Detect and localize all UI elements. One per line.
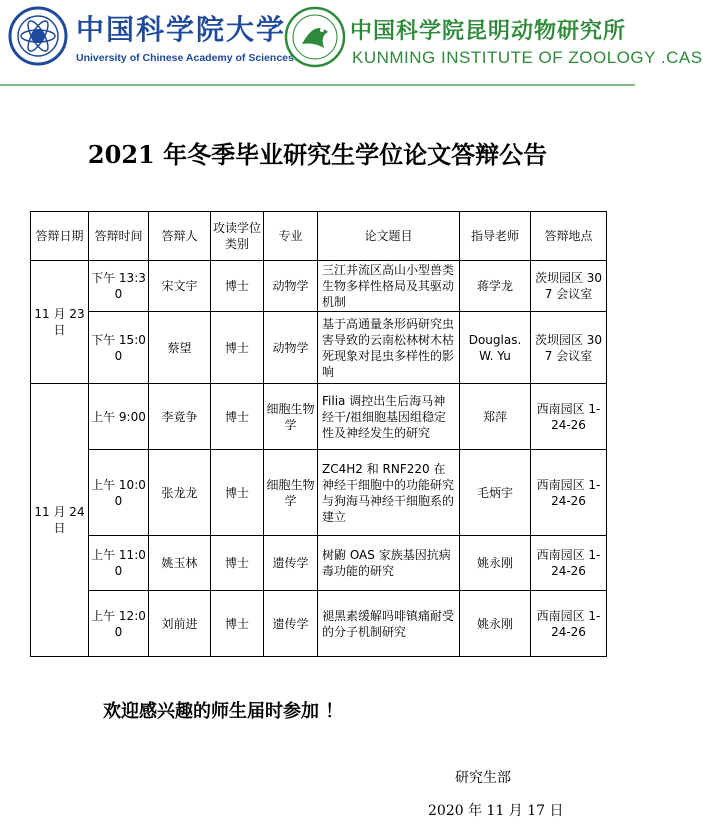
advisor-cell: Douglas.W. Yu <box>460 312 531 384</box>
degree-cell: 博士 <box>211 312 264 384</box>
person-cell: 张龙龙 <box>149 450 211 536</box>
thesis-cell: 三江并流区高山小型兽类生物多样性格局及其驱动机制 <box>318 261 460 312</box>
person-cell: 姚玉林 <box>149 536 211 591</box>
kiz-seal-icon <box>284 6 346 68</box>
advisor-cell: 毛炳宇 <box>460 450 531 536</box>
time-cell: 上午 12:00 <box>89 591 149 657</box>
table-header-row <box>31 212 607 261</box>
degree-cell: 博士 <box>211 450 264 536</box>
header-person: 答辩人 <box>149 212 211 261</box>
person-cell: 宋文宇 <box>149 261 211 312</box>
place-cell: 西南园区 1-24-26 <box>531 450 607 536</box>
advisor-cell: 姚永刚 <box>460 536 531 591</box>
advisor-cell: 姚永刚 <box>460 591 531 657</box>
date-cell: 11 月 23 日 <box>31 261 89 384</box>
header-place: 答辩地点 <box>531 212 607 261</box>
time-cell: 上午 9:00 <box>89 384 149 450</box>
advisor-cell: 蒋学龙 <box>460 261 531 312</box>
table-row <box>31 591 607 657</box>
ucas-name-cn: 中国科学院大学 <box>76 13 287 46</box>
header-time: 答辩时间 <box>89 212 149 261</box>
major-cell: 动物学 <box>264 312 318 384</box>
thesis-cell: 树鼩 OAS 家族基因抗病毒功能的研究 <box>318 536 460 591</box>
major-cell: 遗传学 <box>264 536 318 591</box>
welcome-text: 欢迎感兴趣的师生届时参加 ！ <box>103 701 344 722</box>
table-row <box>31 536 607 591</box>
thesis-cell: 基于高通量条形码研究虫害导致的云南松林树木枯死现象对昆虫多样性的影响 <box>318 312 460 384</box>
major-cell: 遗传学 <box>264 591 318 657</box>
table-row <box>31 450 607 536</box>
defense-schedule-table <box>30 211 607 657</box>
header-major: 专业 <box>264 212 318 261</box>
header-date: 答辩日期 <box>31 212 89 261</box>
person-cell: 李竟争 <box>149 384 211 450</box>
degree-cell: 博士 <box>211 536 264 591</box>
page-title: 2021 年冬季毕业研究生学位论文答辩公告 <box>87 140 548 169</box>
degree-cell: 博士 <box>211 384 264 450</box>
kiz-name-en: KUNMING INSTITUTE OF ZOOLOGY .CAS <box>352 48 703 67</box>
place-cell: 茨坝园区 307 会议室 <box>531 261 607 312</box>
place-cell: 西南园区 1-24-26 <box>531 536 607 591</box>
place-cell: 西南园区 1-24-26 <box>531 591 607 657</box>
header-divider <box>0 84 635 86</box>
ucas-name-en: University of Chinese Academy of Sciences <box>76 52 294 64</box>
place-cell: 茨坝园区 307 会议室 <box>531 312 607 384</box>
table-row <box>31 261 607 312</box>
thesis-cell: Filia 调控出生后海马神经干/祖细胞基因组稳定性及神经发生的研究 <box>318 384 460 450</box>
header-thesis: 论文题目 <box>318 212 460 261</box>
time-cell: 上午 11:00 <box>89 536 149 591</box>
major-cell: 动物学 <box>264 261 318 312</box>
time-cell: 下午 15:00 <box>89 312 149 384</box>
degree-cell: 博士 <box>211 591 264 657</box>
advisor-cell: 郑萍 <box>460 384 531 450</box>
ucas-seal-icon <box>8 6 68 66</box>
place-cell: 西南园区 1-24-26 <box>531 384 607 450</box>
issuing-department: 研究生部 <box>455 770 511 786</box>
person-cell: 蔡望 <box>149 312 211 384</box>
time-cell: 上午 10:00 <box>89 450 149 536</box>
major-cell: 细胞生物学 <box>264 450 318 536</box>
table-row <box>31 312 607 384</box>
issue-date: 2020 年 11 月 17 日 <box>428 803 564 819</box>
thesis-cell: ZC4H2 和 RNF220 在神经干细胞中的功能研究与狗海马神经干细胞系的建立 <box>318 450 460 536</box>
person-cell: 刘前进 <box>149 591 211 657</box>
table-row <box>31 384 607 450</box>
letterhead <box>0 0 703 86</box>
header-degree: 攻读学位类别 <box>211 212 264 261</box>
time-cell: 下午 13:30 <box>89 261 149 312</box>
header-advisor: 指导老师 <box>460 212 531 261</box>
kiz-name-cn: 中国科学院昆明动物研究所 <box>350 18 627 44</box>
thesis-cell: 褪黑素缓解吗啡镇痛耐受的分子机制研究 <box>318 591 460 657</box>
degree-cell: 博士 <box>211 261 264 312</box>
date-cell: 11 月 24 日 <box>31 384 89 657</box>
major-cell: 细胞生物学 <box>264 384 318 450</box>
